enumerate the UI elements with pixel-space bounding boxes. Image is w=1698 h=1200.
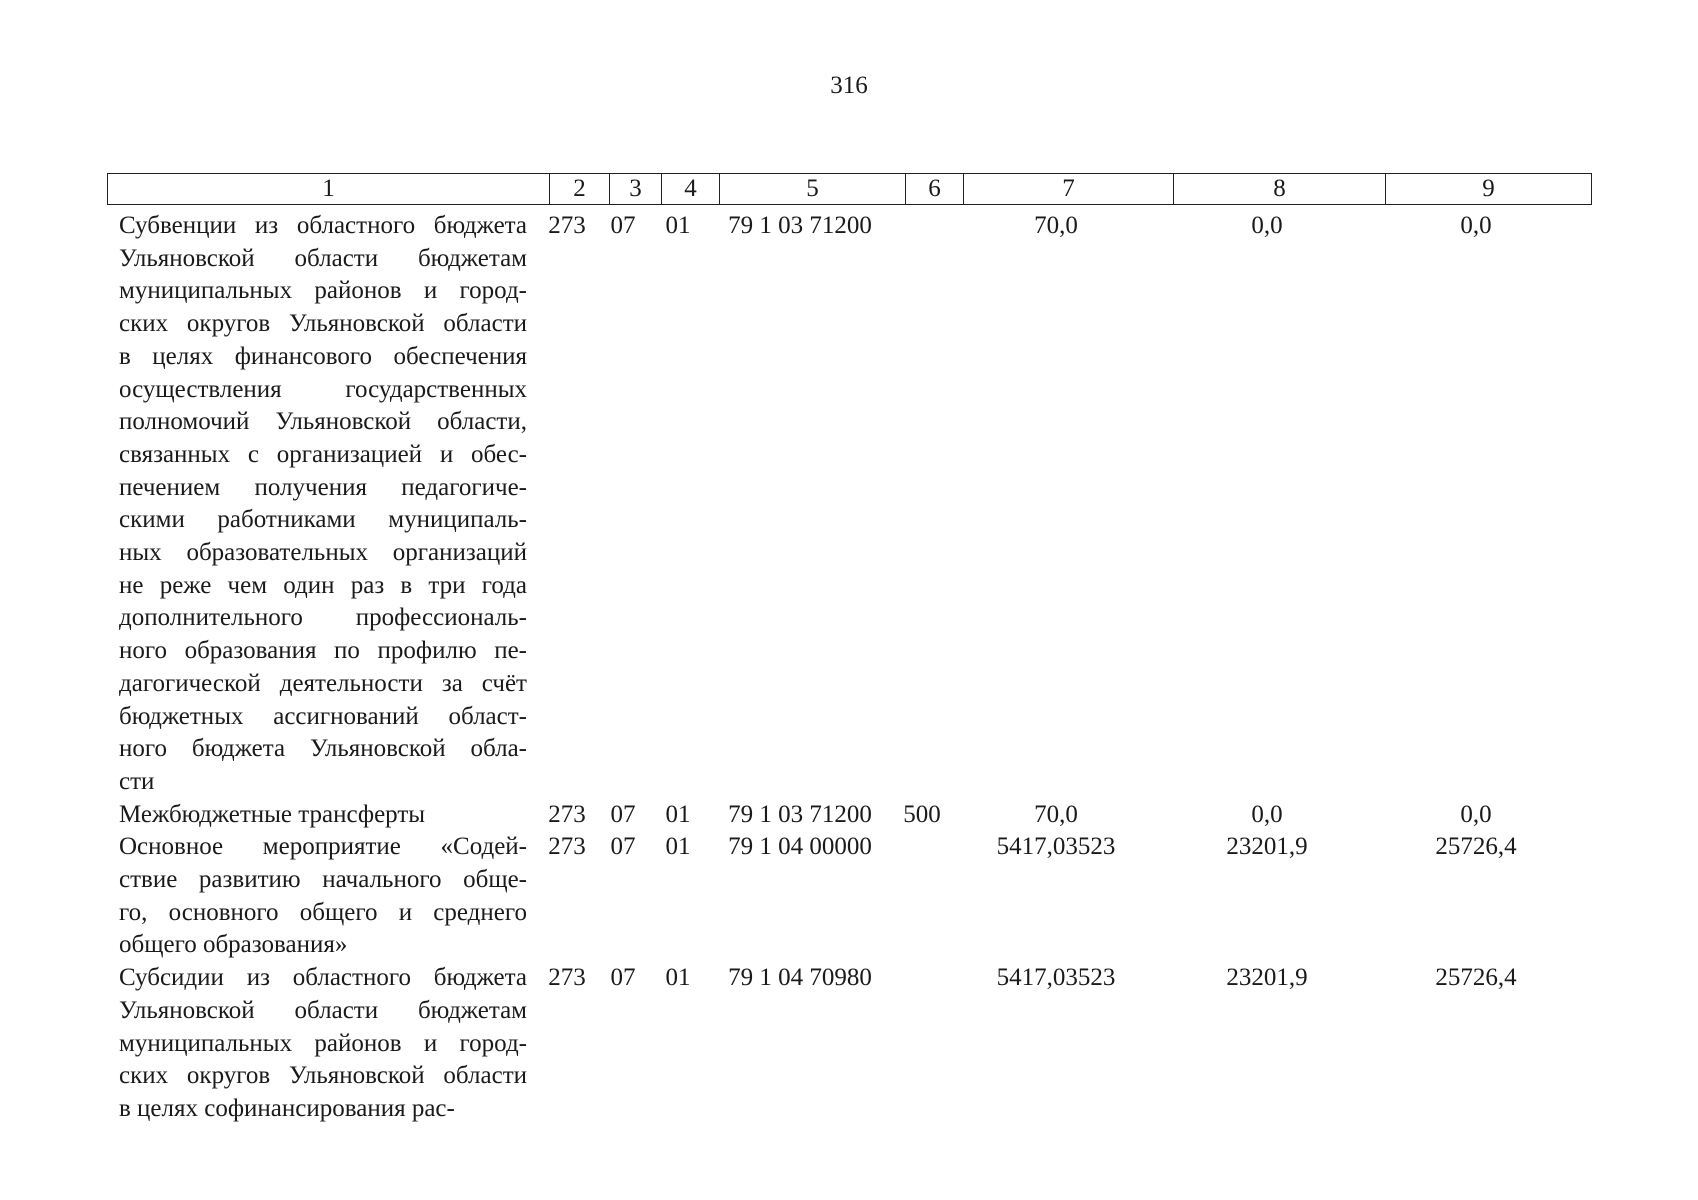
subsection-code: 01: [665, 800, 691, 828]
description-line: в целях софинансирования рас-: [119, 1094, 455, 1122]
description-line: ного образования по профилю пе-: [119, 637, 527, 665]
amount-year-3: 25726,4: [1435, 833, 1517, 861]
description-line: в целях финансового обеспечения: [119, 342, 527, 370]
amount-year-1: 5417,03523: [996, 964, 1116, 992]
subsection-code: 01: [665, 964, 691, 992]
budget-table-body: [107, 210, 1591, 1126]
description-line: бюджетных ассигнований област-: [119, 702, 527, 730]
amount-year-2: 23201,9: [1226, 964, 1308, 992]
ministry-code: 273: [548, 964, 586, 992]
description-line: Субсидии из областного бюджета: [119, 964, 527, 992]
amount-year-1: 70,0: [1034, 212, 1078, 239]
description-line: связанных с организацией и обес-: [119, 440, 527, 468]
description-line: Субвенции из областного бюджета: [119, 212, 527, 239]
table-row: [107, 962, 1591, 1126]
item-description: [107, 799, 537, 832]
expense-type-code: 500: [903, 800, 941, 828]
ministry-code: 273: [548, 833, 586, 861]
description-line: ствие развитию начального обще-: [119, 866, 527, 894]
description-line: сти: [119, 767, 155, 795]
amount-year-2: 23201,9: [1226, 833, 1308, 861]
item-description: [107, 831, 537, 962]
description-line: дополнительного профессиональ-: [119, 604, 527, 632]
section-code: 07: [610, 833, 636, 861]
description-line: полномочий Ульяновской области,: [119, 408, 527, 436]
ministry-code: 273: [548, 800, 586, 828]
target-article-code: 79 1 04 00000: [728, 833, 872, 861]
header-col-5: 5: [720, 174, 906, 205]
target-article-code: 79 1 03 71200: [728, 212, 872, 239]
header-col-2: 2: [550, 174, 610, 205]
description-line: ных образовательных организаций: [119, 539, 527, 567]
description-line: ских округов Ульяновской области: [119, 1062, 527, 1090]
header-col-7: 7: [964, 174, 1174, 205]
section-code: 07: [610, 964, 636, 992]
description-line: муниципальных районов и город-: [119, 1029, 527, 1057]
target-article-code: 79 1 03 71200: [728, 800, 872, 828]
amount-year-3: 0,0: [1460, 800, 1492, 828]
description-line: скими работниками муниципаль-: [119, 506, 527, 534]
item-description: [107, 210, 537, 799]
section-code: 07: [610, 800, 636, 828]
description-line: Ульяновской области бюджетам: [119, 244, 527, 272]
item-description: [107, 962, 537, 1126]
table-row: [107, 210, 1591, 799]
ministry-code: 273: [548, 212, 586, 239]
subsection-code: 01: [665, 833, 691, 861]
amount-year-2: 0,0: [1251, 800, 1283, 828]
description-line: муниципальных районов и город-: [119, 277, 527, 305]
header-col-1: 1: [108, 174, 550, 205]
description-line: ного бюджета Ульяновской обла-: [119, 735, 527, 763]
page-number: 316: [830, 72, 868, 99]
column-number-header: [107, 173, 1592, 205]
amount-year-2: 0,0: [1251, 212, 1283, 239]
description-line: дагогической деятельности за счёт: [119, 669, 527, 697]
amount-year-3: 0,0: [1460, 212, 1492, 239]
header-col-4: 4: [662, 174, 720, 205]
table-row: [107, 831, 1591, 962]
description-line: го, основного общего и среднего: [119, 898, 527, 926]
header-col-8: 8: [1174, 174, 1386, 205]
description-line: печением получения педагогиче-: [119, 473, 527, 501]
description-line: общего образования»: [119, 931, 348, 959]
amount-year-1: 70,0: [1034, 800, 1078, 828]
description-line: осуществления государственных: [119, 375, 527, 403]
header-col-6: 6: [906, 174, 964, 205]
description-line: Ульяновской области бюджетам: [119, 996, 527, 1024]
target-article-code: 79 1 04 70980: [728, 964, 872, 992]
header-col-3: 3: [610, 174, 662, 205]
description-line: ских округов Ульяновской области: [119, 310, 527, 338]
table-row: [107, 799, 1591, 832]
section-code: 07: [610, 212, 636, 239]
description-line: Основное мероприятие «Содей-: [119, 833, 527, 861]
subsection-code: 01: [665, 212, 691, 239]
description-line: не реже чем один раз в три года: [119, 571, 527, 599]
header-col-9: 9: [1386, 174, 1592, 205]
amount-year-3: 25726,4: [1435, 964, 1517, 992]
amount-year-1: 5417,03523: [996, 833, 1116, 861]
description-line: Межбюджетные трансферты: [119, 800, 426, 828]
